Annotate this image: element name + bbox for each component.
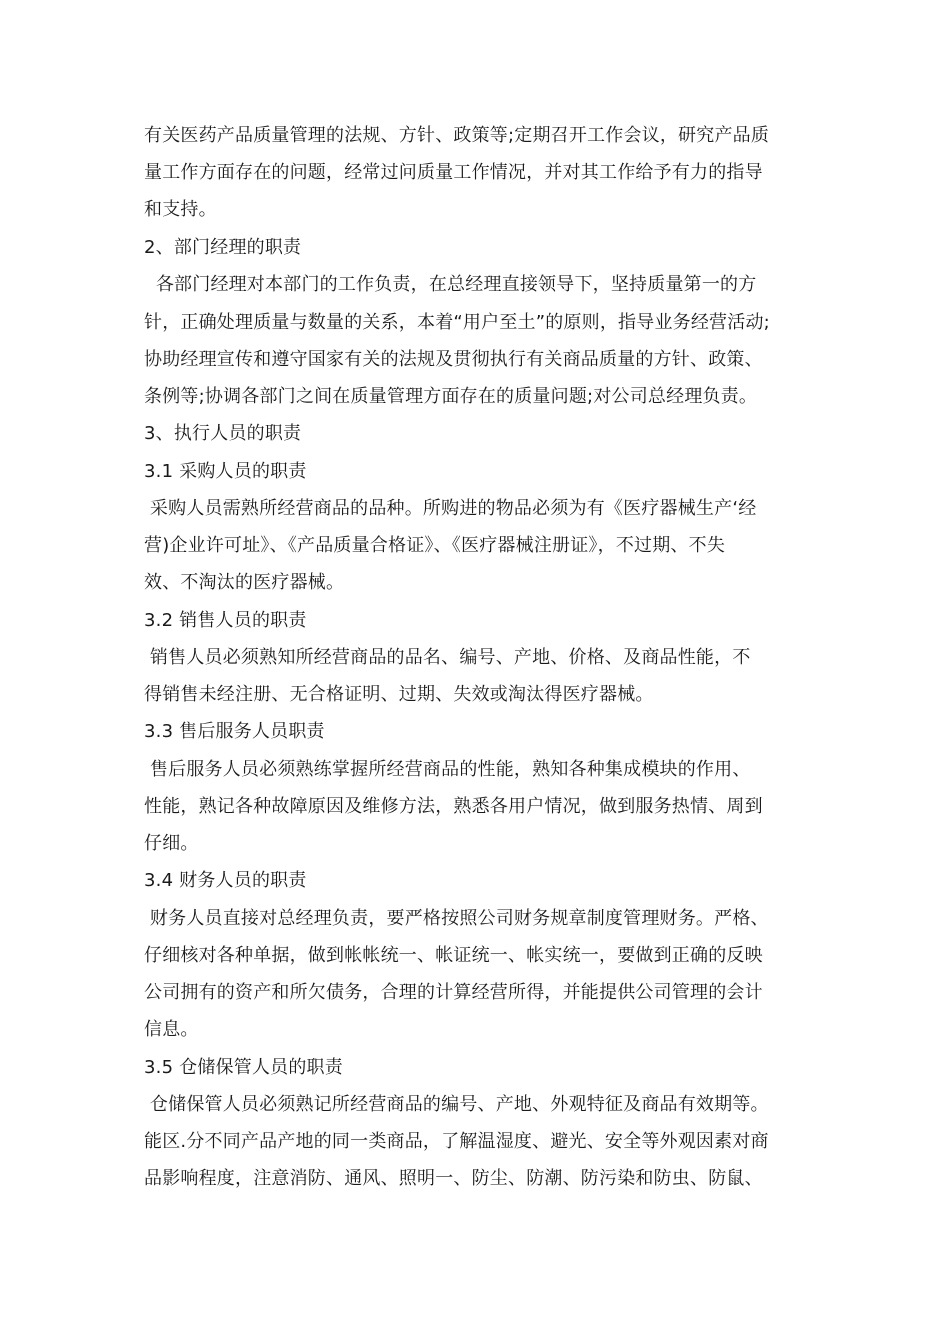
subsection-heading: 3.4 财务人员的职责 bbox=[144, 870, 307, 891]
body-text-line: 仔细。 bbox=[144, 833, 199, 854]
body-text-line: 效、不淘汰的医疗器械。 bbox=[144, 572, 345, 593]
body-text-line: 针，正确处理质量与数量的关系，本着“用户至土”的原则，指导业务经营活动; bbox=[144, 312, 770, 333]
body-text-line: 能区.分不同产品产地的同一类商品，了解温湿度、避光、安全等外观因素对商 bbox=[144, 1131, 769, 1152]
body-text-line: 协助经理宣传和遵守国家有关的法规及贯彻执行有关商品质量的方针、政策、 bbox=[144, 349, 763, 370]
subsection-heading: 3.1 采购人员的职责 bbox=[144, 461, 307, 482]
subsection-heading: 3.3 售后服务人员职责 bbox=[144, 721, 325, 742]
body-text-line: 财务人员直接对总经理负责，要严格按照公司财务规章制度管理财务。严格、 bbox=[144, 908, 769, 929]
body-text-line: 有关医药产品质量管理的法规、方针、政策等;定期召开工作会议，研究产品质 bbox=[144, 125, 770, 146]
body-text-line: 销售人员必须熟知所经营商品的品名、编号、产地、价格、及商品性能，不 bbox=[144, 647, 751, 668]
body-text-line: 量工作方面存在的问题，经常过问质量工作情况，并对其工作给予有力的指导 bbox=[144, 162, 763, 183]
body-text-line: 条例等;协调各部门之间在质量管理方面存在的质量问题;对公司总经理负责。 bbox=[144, 386, 758, 407]
body-text-line: 采购人员需熟所经营商品的品种。所购进的物品必须为有《医疗器械生产‘经 bbox=[144, 498, 757, 519]
body-text-line: 仓储保管人员必须熟记所经营商品的编号、产地、外观特征及商品有效期等。 bbox=[144, 1094, 769, 1115]
body-text-line: 仔细核对各种单据，做到帐帐统一、帐证统一、帐实统一，要做到正确的反映 bbox=[144, 945, 763, 966]
body-text-line: 售后服务人员必须熟练掌握所经营商品的性能，熟知各种集成模块的作用、 bbox=[144, 759, 751, 780]
section-heading: 2、部门经理的职责 bbox=[144, 237, 302, 258]
body-text-line: 和支持。 bbox=[144, 199, 217, 220]
body-text-line: 营)企业许可址》、《产品质量合格证》、《医疗器械注册证》，不过期、不失 bbox=[144, 535, 726, 556]
body-text-line: 各部门经理对本部门的工作负责，在总经理直接领导下，坚持质量第一的方 bbox=[144, 274, 757, 295]
section-heading: 3、执行人员的职责 bbox=[144, 423, 302, 444]
body-text-line: 信息。 bbox=[144, 1019, 199, 1040]
body-text-line: 性能，熟记各种故障原因及维修方法，熟悉各用户情况，做到服务热情、周到 bbox=[144, 796, 763, 817]
body-text-line: 得销售未经注册、无合格证明、过期、失效或淘汰得医疗器械。 bbox=[144, 684, 654, 705]
body-text-line: 品影响程度，注意消防、通风、照明一、防尘、防潮、防污染和防虫、防鼠、 bbox=[144, 1168, 763, 1189]
body-text-line: 公司拥有的资产和所欠债务，合理的计算经营所得，并能提供公司管理的会计 bbox=[144, 982, 763, 1003]
subsection-heading: 3.2 销售人员的职责 bbox=[144, 610, 307, 631]
subsection-heading: 3.5 仓储保管人员的职责 bbox=[144, 1057, 343, 1078]
